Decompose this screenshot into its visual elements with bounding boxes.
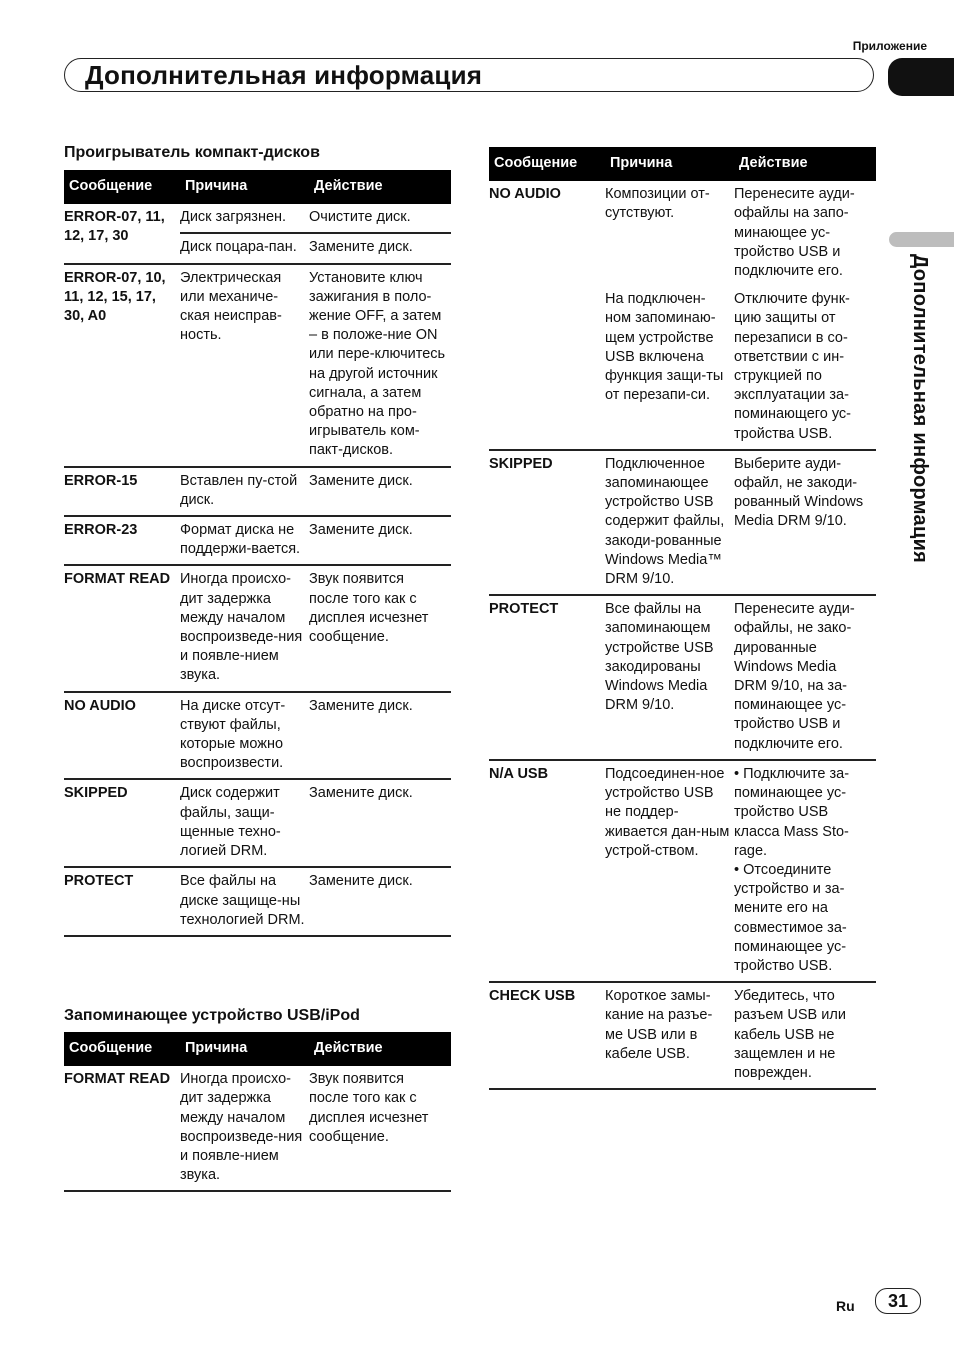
table-row [489, 450, 876, 595]
action-cell: Убедитесь, что разъем USB или кабель USB не защемлен и не поврежден. [734, 982, 876, 1089]
cause-cell: Диск загрязнен. [180, 204, 309, 233]
usb-section-title: Запоминающее устройство USB/iPod [64, 1007, 360, 1024]
cause-cell: Диск содержит файлы, защи-щенные техно-логией DRM. [180, 779, 309, 867]
action-cell: Замените диск. [309, 467, 451, 516]
action-cell: Выберите ауди-офайл, не закоди-рованный Windows Media DRM 9/10. [734, 450, 876, 595]
action-cell: Замените диск. [309, 233, 451, 263]
table-row [64, 516, 451, 565]
table-row [64, 779, 451, 867]
table-header-row [64, 170, 451, 204]
cause-cell: Электрическая или механиче-ская неисправ-ность. [180, 264, 309, 467]
action-cell: Перенесите ауди-офайлы, не зако-дированные Windows Media DRM 9/10, на за-поминающее ус-тройство USB и подключите его. [734, 595, 876, 760]
message-code: ERROR-23 [64, 516, 180, 565]
action-cell: Перенесите ауди-офайлы на запо-минающее ус-тройство USB и подключите его. [734, 186, 855, 280]
table-row [64, 565, 451, 691]
page-title: Дополнительная информация [85, 60, 483, 90]
column-header-cause: Причина [180, 1032, 309, 1066]
message-code: ERROR-07, 10, 11, 12, 15, 17, 30, A0 [64, 264, 180, 467]
page-number: 31 [875, 1288, 921, 1314]
column-header-cause: Причина [605, 147, 734, 181]
action-cell: Отключите функ-цию защиты от перезаписи в со-ответствии с ин-струкцией по эксплуатации за-поминающего ус-тройства USB. [734, 286, 876, 450]
cause-cell: Все файлы на диске защище-ны технологией DRM. [180, 867, 309, 936]
table-header-row [489, 147, 876, 181]
column-header-message: Сообщение [64, 170, 180, 204]
table-row [64, 692, 451, 780]
table-row [64, 867, 451, 936]
message-code: PROTECT [64, 867, 180, 936]
cause-cell: Вставлен пу-стой диск. [180, 467, 309, 516]
column-header-message: Сообщение [64, 1032, 180, 1066]
cause-cell: Формат диска не поддержи-вается. [180, 516, 309, 565]
table-row [64, 1066, 451, 1191]
cause-cell: Композиции от-сутствуют. [605, 186, 710, 222]
message-code: ERROR-07, 11, 12, 17, 30 [64, 204, 180, 263]
column-header-cause: Причина [180, 170, 309, 204]
cd-messages-table [64, 170, 451, 937]
action-cell: • Подключите за-поминающее ус-тройство USB класса Mass Sto-rage. • Отсоедините устройство и за-мените его на совместимое за-поминающее ус-тройство USB. [734, 760, 876, 982]
column-header-message: Сообщение [489, 147, 605, 181]
page-title-box [64, 58, 874, 92]
action-cell: Замените диск. [309, 692, 451, 780]
side-tab-marker [889, 232, 954, 247]
table-row [489, 181, 876, 286]
message-code: PROTECT [489, 595, 605, 760]
usb-messages-table [64, 1032, 451, 1192]
message-code: FORMAT READ [64, 565, 180, 691]
action-cell: Замените диск. [309, 779, 451, 867]
appendix-label: Приложение [852, 39, 927, 53]
action-cell: Установите ключ зажигания в поло-жение OFF, а затем – в положе-ние ON или пере-ключитесь на другой источник сигнала, а затем обратно на про-игрыватель ком-пакт-дисков. [309, 264, 451, 467]
cause-cell: На подключен-ном запоминаю-щем устройстве USB включена функция защи-ты от перезапи-си. [605, 286, 734, 450]
cause-cell: Диск поцара-пан. [180, 233, 309, 263]
cause-cell: Все файлы на запоминающем устройстве USB закодированы Windows Media DRM 9/10. [605, 595, 734, 760]
message-code: FORMAT READ [64, 1066, 180, 1191]
cause-cell: Подключенное запоминающее устройство USB содержит файлы, закоди-рованные Windows Media™ DRM 9/10. [605, 450, 734, 595]
message-code: CHECK USB [489, 982, 605, 1089]
message-code: SKIPPED [489, 450, 605, 595]
action-cell: Звук появится после того как с дисплея исчезнет сообщение. [309, 1066, 451, 1191]
table-row [489, 982, 876, 1089]
message-code: NO AUDIO [489, 181, 605, 450]
cause-cell: Иногда происхо-дит задержка между началом воспроизведе-ния и появле-нием звука. [180, 1066, 309, 1191]
column-header-action: Действие [734, 147, 876, 181]
action-cell: Очистите диск. [309, 204, 451, 233]
cause-cell: Иногда происхо-дит задержка между началом воспроизведе-ния и появле-нием звука. [180, 565, 309, 691]
table-header-row [64, 1032, 451, 1066]
action-cell: Замените диск. [309, 867, 451, 936]
table-row [64, 467, 451, 516]
cause-cell: Подсоединен-ное устройство USB не поддер-живается дан-ным устрой-ством. [605, 760, 734, 982]
message-code: ERROR-15 [64, 467, 180, 516]
cd-section-title: Проигрыватель компакт-дисков [64, 144, 320, 161]
column-header-action: Действие [309, 170, 451, 204]
usb-messages-table-continued [489, 147, 876, 1090]
table-row [489, 595, 876, 760]
cause-cell: Короткое замы-кание на разъе-ме USB или в кабеле USB. [605, 982, 734, 1089]
table-row [489, 760, 876, 982]
message-code: NO AUDIO [64, 692, 180, 780]
message-code: SKIPPED [64, 779, 180, 867]
column-header-action: Действие [309, 1032, 451, 1066]
page-language: Ru [836, 1298, 855, 1314]
action-cell: Звук появится после того как с дисплея исчезнет сообщение. [309, 565, 451, 691]
cause-cell: На диске отсут-ствуют файлы, которые можно воспроизвести. [180, 692, 309, 780]
title-tab-marker [888, 58, 954, 96]
message-code: N/A USB [489, 760, 605, 982]
side-section-title: Дополнительная информация [909, 254, 931, 564]
table-row [64, 204, 451, 233]
table-row [64, 264, 451, 467]
action-cell: Замените диск. [309, 516, 451, 565]
